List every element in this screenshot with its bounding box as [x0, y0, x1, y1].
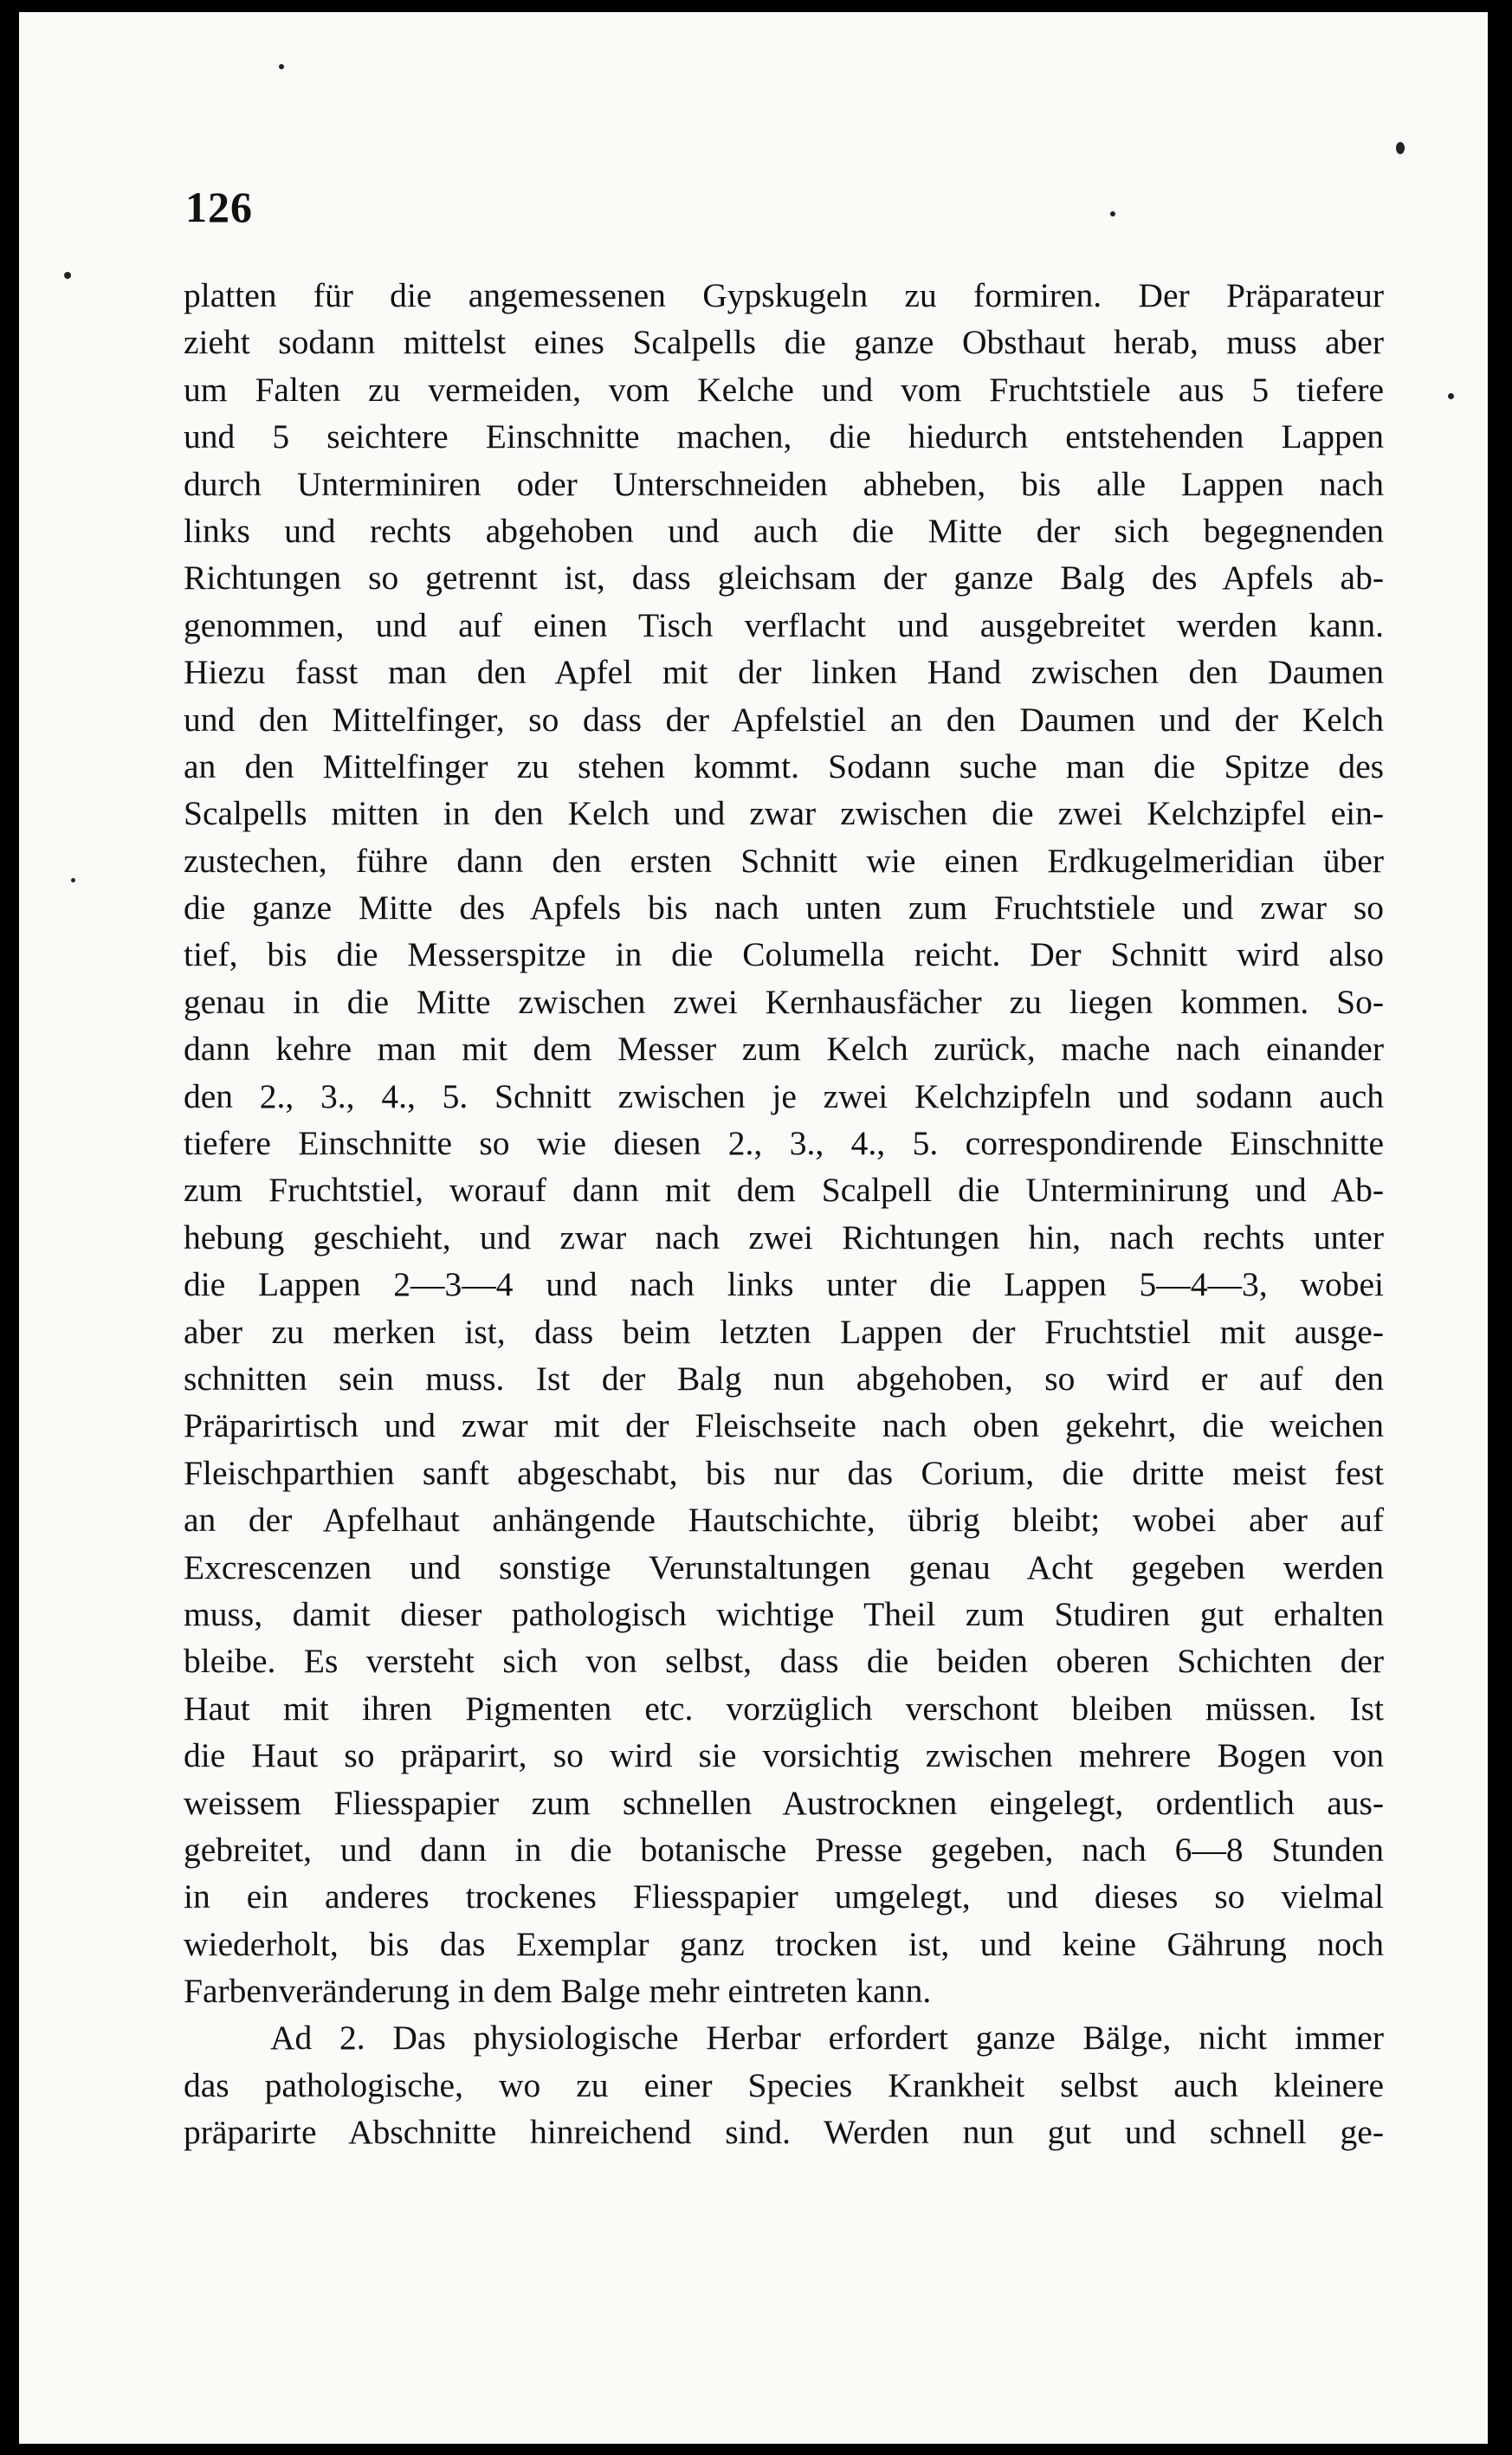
text-line: links und rechts abgehoben und auch die Mitte der sich begegnenden	[184, 511, 1384, 550]
scan-speck	[64, 272, 71, 279]
text-line: muss, damit dieser pathologisch wichtige Theil zum Studiren gut erhalten	[184, 1594, 1384, 1633]
text-line: aber zu merken ist, dass beim letzten Lappen der Fruchtstiel mit ausge-	[184, 1312, 1384, 1351]
text-line: bleibe. Es versteht sich von selbst, dass die beiden oberen Schichten der	[184, 1642, 1384, 1681]
text-line: schnitten sein muss. Ist der Balg nun abgehoben, so wird er auf den	[184, 1359, 1384, 1398]
body-text	[184, 272, 1384, 2156]
text-line: Hiezu fasst man den Apfel mit der linken Hand zwischen den Daumen	[184, 653, 1384, 692]
text-line: Präparirtisch und zwar mit der Fleischseite nach oben gekehrt, die weichen	[184, 1406, 1384, 1445]
text-line: um Falten zu vermeiden, vom Kelche und vom Fruchtstiele aus 5 tiefere	[184, 370, 1384, 409]
text-line: durch Unterminiren oder Unterschneiden abheben, bis alle Lappen nach	[184, 464, 1384, 503]
text-line: an der Apfelhaut anhängende Hautschichte, übrig bleibt; wobei aber auf	[184, 1501, 1384, 1540]
text-line: die Lappen 2—3—4 und nach links unter die Lappen 5—4—3, wobei	[184, 1265, 1384, 1304]
text-line: Excrescenzen und sonstige Verunstaltungen genau Acht gegeben werden	[184, 1547, 1384, 1586]
text-line: zustechen, führe dann den ersten Schnitt wie einen Erdkugelmeridian über	[184, 841, 1384, 880]
text-line: an den Mittelfinger zu stehen kommt. Sodann suche man die Spitze des	[184, 746, 1384, 785]
text-line: zum Fruchtstiel, worauf dann mit dem Scalpell die Unterminirung und Ab-	[184, 1171, 1384, 1210]
text-line: tief, bis die Messerspitze in die Columella reicht. Der Schnitt wird also	[184, 935, 1384, 974]
text-line: platten für die angemessenen Gypskugeln zu formiren. Der Präparateur	[184, 276, 1384, 314]
text-line: und 5 seichtere Einschnitte machen, die hiedurch entstehenden Lappen	[184, 417, 1384, 456]
scanned-book-page	[19, 12, 1488, 2444]
text-line: Haut mit ihren Pigmenten etc. vorzüglich verschont bleiben müssen. Ist	[184, 1689, 1384, 1728]
text-line: weissem Fliesspapier zum schnellen Austrocknen eingelegt, ordentlich aus-	[184, 1783, 1384, 1822]
paragraph-last-line: Farbenveränderung in dem Balge mehr eintreten kann.	[184, 1972, 932, 2011]
text-line: zieht sodann mittelst eines Scalpells die ganze Obsthaut herab, muss aber	[184, 323, 1384, 362]
text-line: genommen, und auf einen Tisch verflacht und ausgebreitet werden kann.	[184, 605, 1384, 644]
text-line: das pathologische, wo zu einer Species Krankheit selbst auch kleinere	[184, 2065, 1384, 2104]
scan-speck	[279, 64, 284, 69]
scan-speck	[1448, 393, 1454, 399]
text-line: den 2., 3., 4., 5. Schnitt zwischen je zwei Kelchzipfeln und sodann auch	[184, 1076, 1384, 1115]
text-line: in ein anderes trockenes Fliesspapier umgelegt, und dieses so vielmal	[184, 1877, 1384, 1916]
text-line: die ganze Mitte des Apfels bis nach unten zum Fruchtstiele und zwar so	[184, 888, 1384, 927]
scan-speck	[1396, 142, 1405, 154]
text-line: und den Mittelfinger, so dass der Apfelstiel an den Daumen und der Kelch	[184, 700, 1384, 739]
text-line: die Haut so präparirt, so wird sie vorsichtig zwischen mehrere Bogen von	[184, 1736, 1384, 1775]
page-number: 126	[185, 183, 253, 231]
text-line: genau in die Mitte zwischen zwei Kernhausfächer zu liegen kommen. So-	[184, 982, 1384, 1021]
text-line: tiefere Einschnitte so wie diesen 2., 3., 4., 5. correspondirende Einschnitte	[184, 1124, 1384, 1163]
text-line: dann kehre man mit dem Messer zum Kelch zurück, mache nach einander	[184, 1030, 1384, 1069]
text-line: wiederholt, bis das Exemplar ganz trocken ist, und keine Gährung noch	[184, 1924, 1384, 1963]
scan-speck	[71, 878, 75, 882]
text-line: Scalpells mitten in den Kelch und zwar zwischen die zwei Kelchzipfel ein-	[184, 794, 1384, 833]
text-line: präparirte Abschnitte hinreichend sind. Werden nun gut und schnell ge-	[184, 2113, 1384, 2152]
text-line: gebreitet, und dann in die botanische Presse gegeben, nach 6—8 Stunden	[184, 1830, 1384, 1869]
text-line: Fleischparthien sanft abgeschabt, bis nur das Corium, die dritte meist fest	[184, 1453, 1384, 1492]
text-line: hebung geschieht, und zwar nach zwei Richtungen hin, nach rechts unter	[184, 1218, 1384, 1257]
scan-speck	[1110, 211, 1115, 216]
paragraph-first-line: Ad 2. Das physiologische Herbar erfordert ganze Bälge, nicht immer	[270, 2019, 1384, 2058]
text-line: Richtungen so getrennt ist, dass gleichsam der ganze Balg des Apfels ab-	[184, 559, 1384, 598]
